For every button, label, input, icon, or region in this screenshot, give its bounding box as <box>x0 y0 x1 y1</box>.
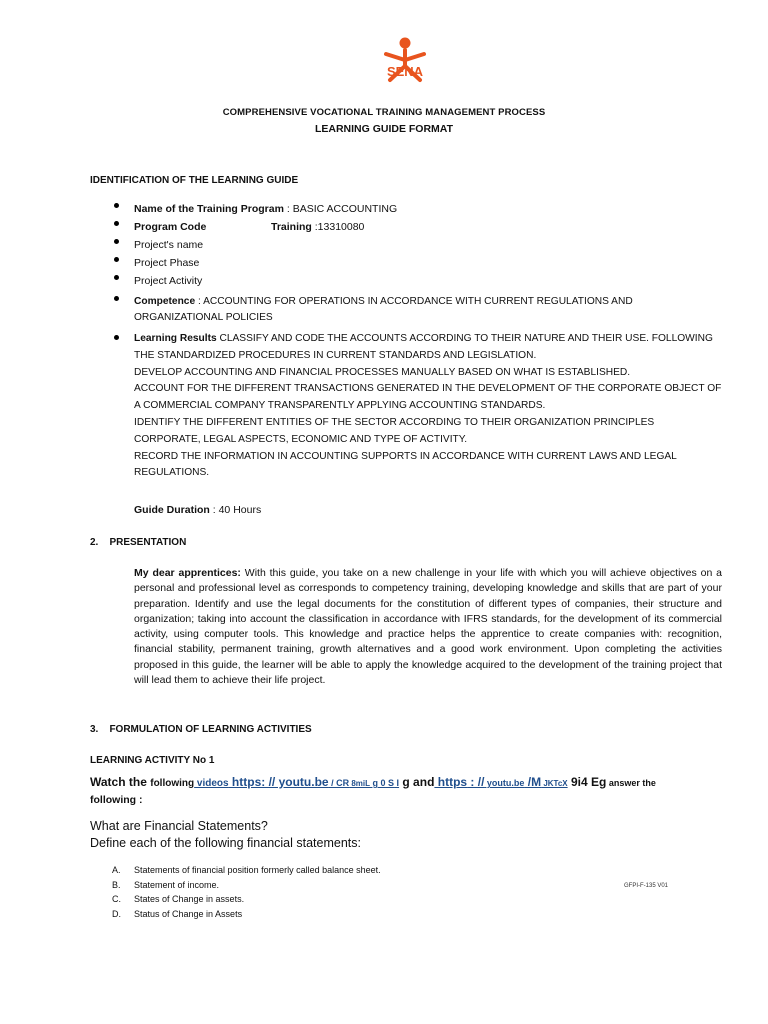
competence-line2: ORGANIZATIONAL POLICIES <box>134 312 273 323</box>
guide-duration <box>134 502 261 518</box>
results-line4: ACCOUNT FOR THE DIFFERENT TRANSACTIONS GENERATED IN THE DEVELOPMENT OF THE CORPORATE OBJECT OF <box>134 383 722 395</box>
video-link[interactable]: 8miL <box>349 779 371 788</box>
greeting: My dear apprentices: <box>134 567 241 579</box>
video-link[interactable]: g <box>370 778 379 788</box>
option-text: Statements of financial position formerly called balance sheet. <box>134 865 381 875</box>
option-item <box>112 863 381 878</box>
list-item-program <box>134 201 397 217</box>
video-link[interactable]: https: // youtu.be <box>228 775 329 789</box>
results-line3: DEVELOP ACCOUNTING AND FINANCIAL PROCESSES MANUALLY BASED ON WHAT IS ESTABLISHED. <box>134 366 631 378</box>
watch-text: the <box>639 778 656 788</box>
video-link[interactable]: videos <box>194 778 229 789</box>
results-label: Learning Results <box>134 333 217 344</box>
bullet <box>114 335 119 340</box>
list-item-competence <box>134 294 734 326</box>
logo-text: SENA <box>386 64 424 79</box>
option-letter: C. <box>112 894 121 904</box>
bullet <box>114 203 119 208</box>
bullet <box>114 275 119 280</box>
results-line2: THE STANDARDIZED PROCEDURES IN CURRENT STANDARDS AND LEGISLATION. <box>134 349 537 361</box>
competence-line1: : ACCOUNTING FOR OPERATIONS IN ACCORDANCE WITH CURRENT REGULATIONS AND <box>195 296 633 307</box>
bullet <box>114 296 119 301</box>
video-link[interactable]: youtu.be <box>484 778 525 788</box>
watch-instruction <box>90 774 730 808</box>
options-list <box>112 863 381 921</box>
video-link[interactable]: https <box>434 775 468 789</box>
format-title: LEARNING GUIDE FORMAT <box>314 123 454 135</box>
results-line5: A COMMERCIAL COMPANY TRANSPARENTLY APPLYING ACCOUNTING STANDARDS. <box>134 400 546 412</box>
presentation-heading: 2. PRESENTATION <box>90 537 187 548</box>
list-item-learning-results <box>134 331 734 482</box>
bullet <box>114 257 119 262</box>
watch-text: following : <box>90 794 143 806</box>
option-item <box>112 907 381 922</box>
video-link[interactable]: I <box>394 778 400 788</box>
results-line6: IDENTIFY THE DIFFERENT ENTITIES OF THE SECTOR ACCORDING TO THEIR ORGANIZATION PRINCIPLES <box>134 416 655 428</box>
program-label: Name of the Training Program <box>134 203 284 215</box>
competence-label: Competence <box>134 296 196 307</box>
watch-text: Watch the <box>90 775 151 789</box>
results-line7: CORPORATE, LEGAL ASPECTS, ECONOMIC AND TYPE OF ACTIVITY. <box>134 433 468 445</box>
duration-value: : 40 Hours <box>209 504 262 516</box>
identification-heading: IDENTIFICATION OF THE LEARNING GUIDE <box>90 175 299 186</box>
duration-label: Guide Duration <box>134 504 210 516</box>
program-value: : BASIC ACCOUNTING <box>283 203 398 215</box>
training-value: :13310080 <box>311 221 365 233</box>
option-text: Status of Change in Assets <box>134 908 243 919</box>
code-label: Program Code <box>134 221 207 233</box>
watch-text: following <box>150 778 195 789</box>
option-item <box>112 878 381 893</box>
process-title: COMPREHENSIVE VOCATIONAL TRAINING MANAGEMENT PROCESS <box>222 107 546 118</box>
watch-text: g and <box>399 775 435 789</box>
watch-text: 9i4 Eg <box>567 775 607 789</box>
formulation-heading: 3. FORMULATION OF LEARNING ACTIVITIES <box>90 724 312 735</box>
bullet <box>114 239 119 244</box>
video-link[interactable]: /M <box>524 775 542 789</box>
list-item-code <box>134 219 206 235</box>
list-item-project-activity: Project Activity <box>134 275 203 287</box>
option-item <box>112 892 381 907</box>
video-link[interactable]: / CR <box>328 778 350 788</box>
bullet <box>114 221 119 226</box>
question-1: What are Financial Statements? <box>90 819 268 833</box>
sena-logo <box>372 36 438 98</box>
watch-text: answer <box>606 778 640 788</box>
training-label: Training <box>271 221 312 233</box>
activity-title: LEARNING ACTIVITY No 1 <box>90 755 215 766</box>
list-item-training <box>271 219 364 235</box>
option-letter: B. <box>112 879 121 890</box>
question-2: Define each of the following financial statements: <box>90 836 361 850</box>
option-letter: A. <box>112 865 121 875</box>
option-text: States of Change in assets. <box>134 894 245 904</box>
sena-logo-icon <box>372 36 438 98</box>
form-code: GFPI-F-135 V01 <box>624 883 669 889</box>
presentation-text: With this guide, you take on a new challenge in your life with which you will achieve objectives on a personal and professional level as corresponds to competency training, developing knowledge and skills that are part of your preparation. Identify and use the legal documents for the constitution of different types of companies, their structure and organization; taking into account the classification in accordance with IFRS standards, for the development of its commercial activity, using computer tools. This knowledge and practice helps the apprentice to create companies with: recognition, financial stability, permanent training, growth alternatives and a good work environment. Upon completing the activities proposed in this guide, the learner will be able to apply the knowledge acquired to the development of the training project that will lead them to achieve their life project. <box>134 567 722 687</box>
list-item-project-name: Project's name <box>134 239 204 251</box>
option-text: Statement of income. <box>134 879 220 890</box>
presentation-body <box>134 566 722 688</box>
results-line8: RECORD THE INFORMATION IN ACCOUNTING SUPPORTS IN ACCORDANCE WITH CURRENT LAWS AND LEGAL <box>134 450 677 462</box>
results-line1: CLASSIFY AND CODE THE ACCOUNTS ACCORDING TO THEIR NATURE AND THEIR USE. FOLLOWING <box>216 333 713 344</box>
video-link[interactable]: JKTcX <box>541 779 568 788</box>
video-link[interactable]: 0 <box>378 778 386 788</box>
results-line9: REGULATIONS. <box>134 467 210 479</box>
list-item-project-phase: Project Phase <box>134 257 200 269</box>
video-link[interactable]: : // <box>467 775 485 789</box>
option-letter: D. <box>112 908 121 919</box>
video-link[interactable]: S <box>385 778 395 788</box>
